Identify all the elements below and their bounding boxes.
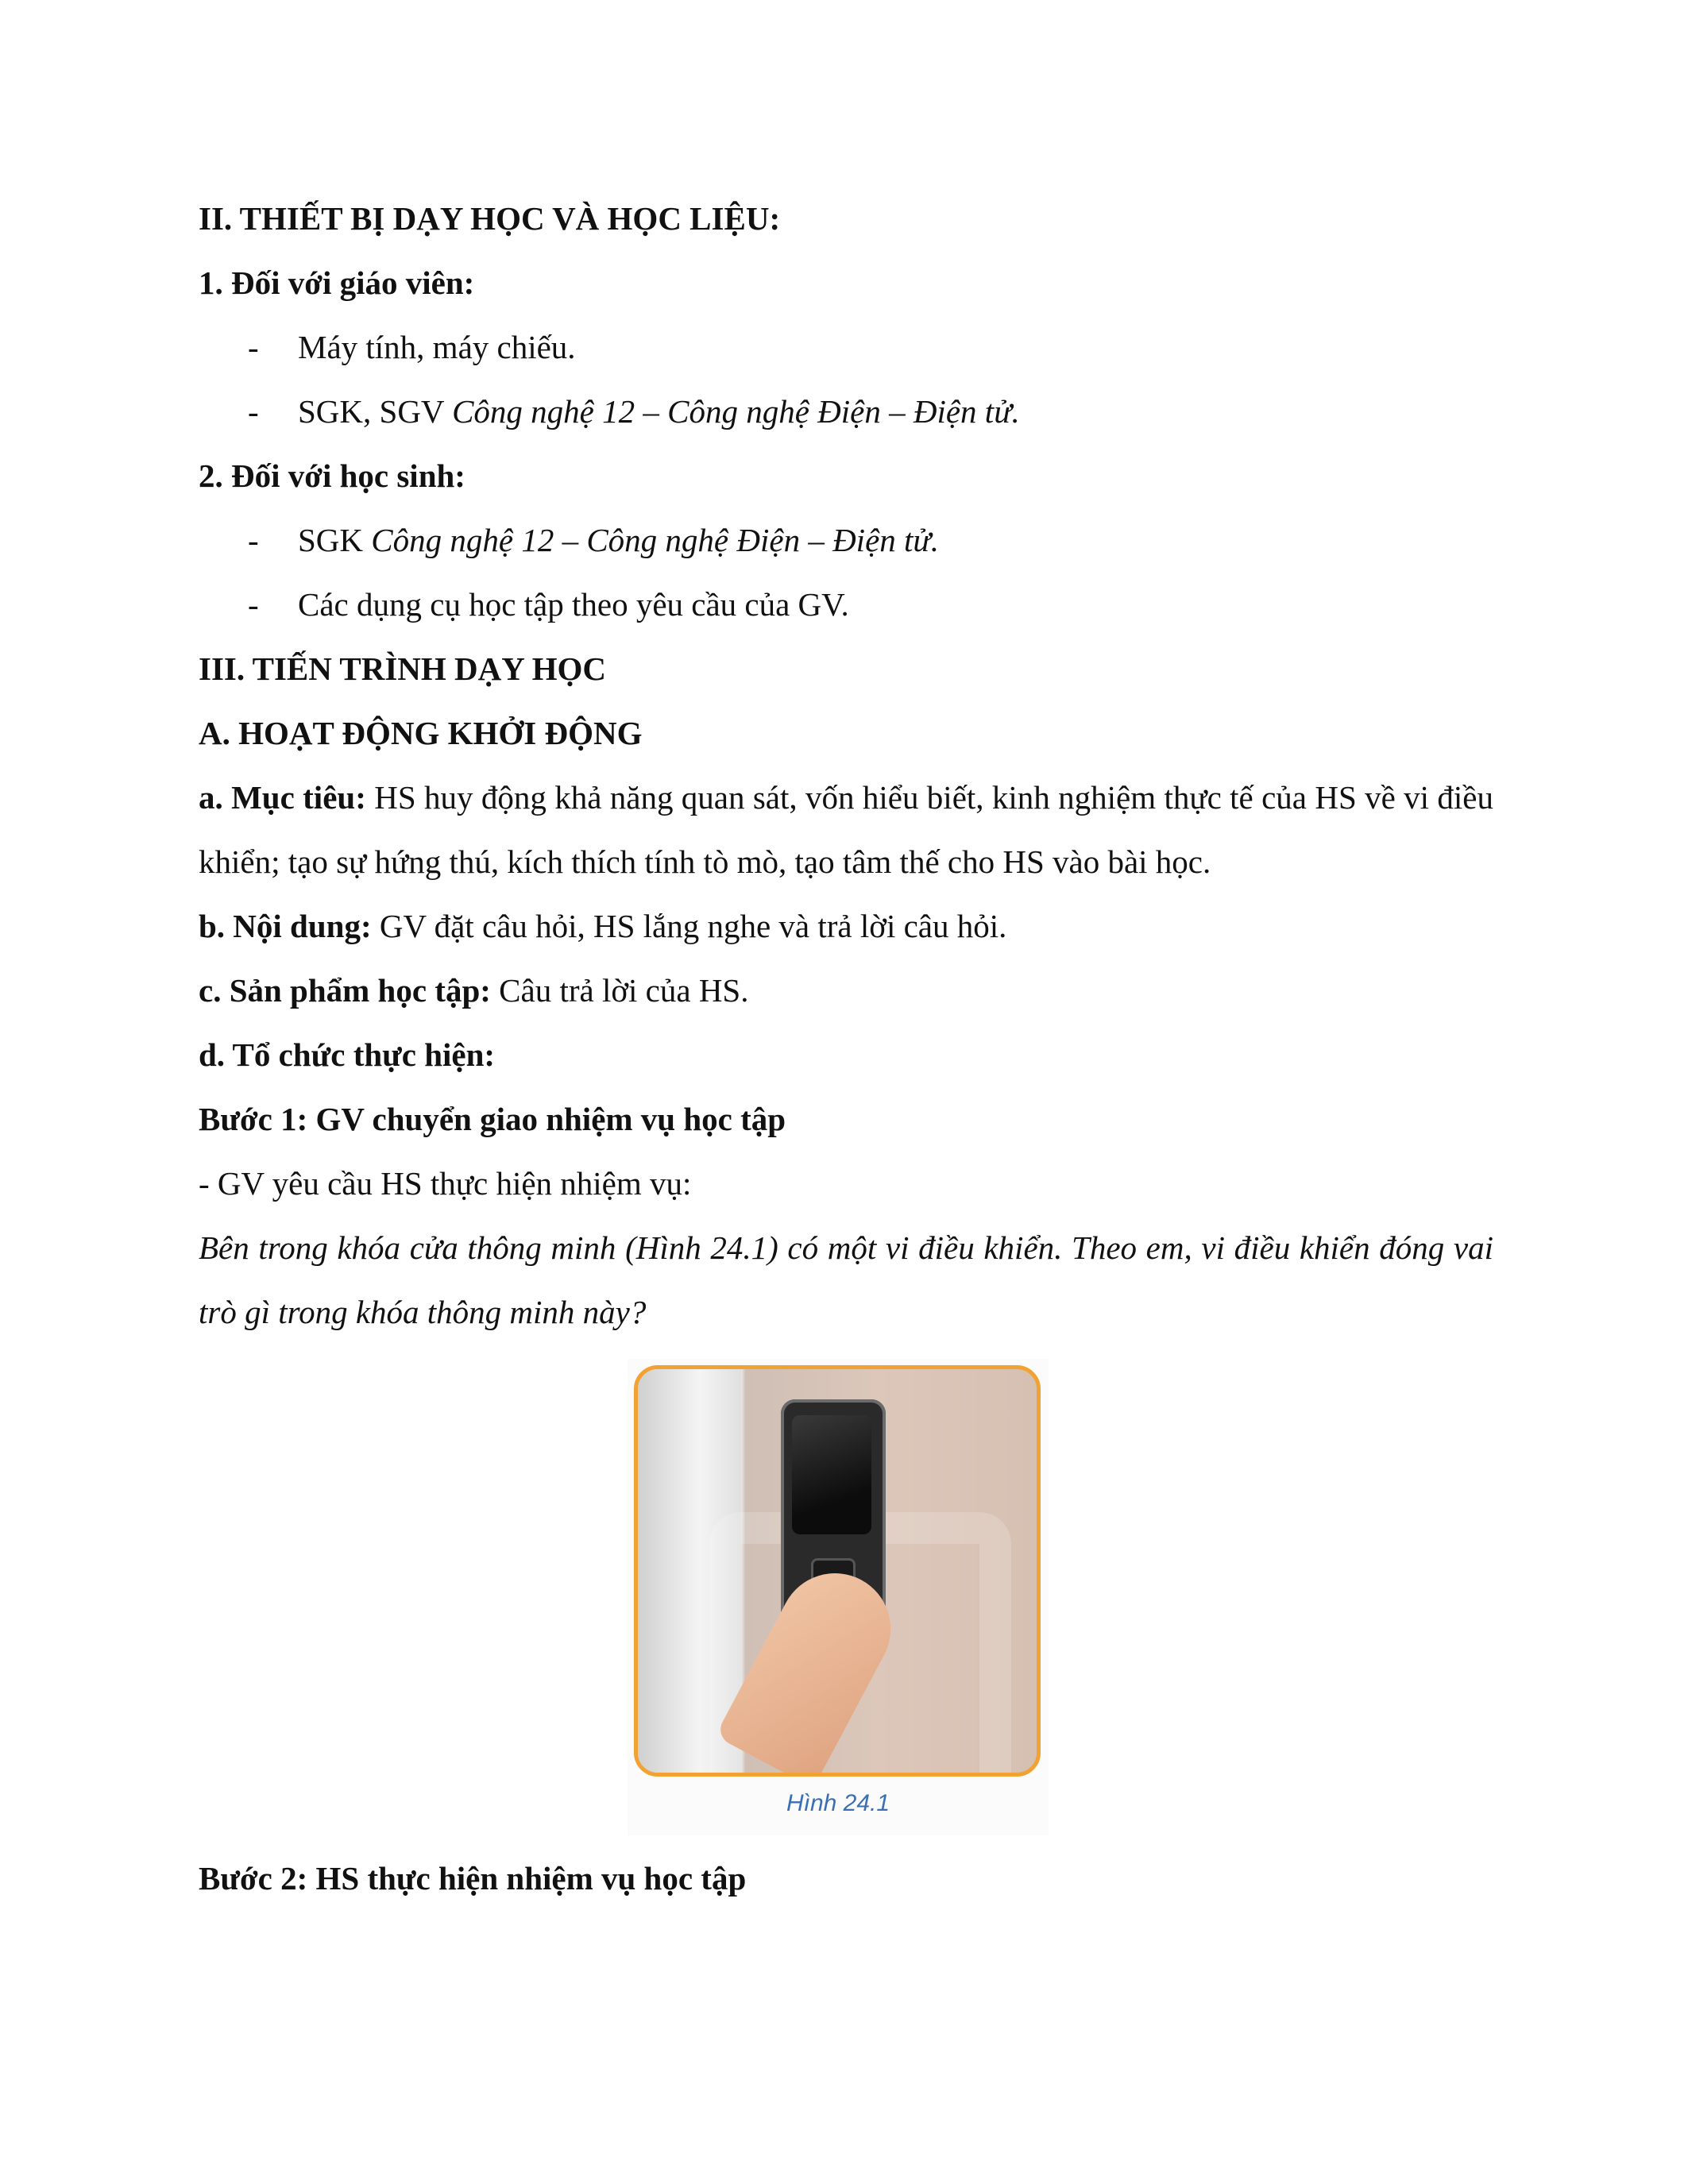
- bullet-dash: -: [248, 393, 259, 430]
- section-heading-equipment: II. THIẾT BỊ DẠY HỌC VÀ HỌC LIỆU:: [199, 200, 781, 237]
- lock-screen: [792, 1415, 871, 1534]
- part-a-heading: A. HOẠT ĐỘNG KHỞI ĐỘNG: [199, 715, 643, 751]
- list-item: - Máy tính, máy chiếu.: [199, 315, 1493, 380]
- product-paragraph: c. Sản phẩm học tập: Câu trả lời của HS.: [199, 972, 749, 1009]
- student-heading: 2. Đối với học sinh:: [199, 457, 465, 494]
- list-item: - SGK Công nghệ 12 – Công nghệ Điện – Điện tử.: [199, 508, 1493, 573]
- document-page: [199, 187, 1493, 1911]
- step-2-heading: Bước 2: HS thực hiện nhiệm vụ học tập: [199, 1860, 747, 1897]
- organize-heading: d. Tổ chức thực hiện:: [199, 1036, 496, 1073]
- list-item: - SGK, SGV Công nghệ 12 – Công nghệ Điện – Điện tử.: [199, 380, 1493, 444]
- bullet-dash: -: [248, 522, 259, 558]
- figure-caption: Hình 24.1: [786, 1790, 890, 1816]
- figure-smart-lock: [628, 1359, 1049, 1835]
- question-paragraph: Bên trong khóa cửa thông minh (Hình 24.1) có một vi điều khiển. Theo em, vi điều khiển đóng vai trò gì trong khóa thông minh này?: [199, 1229, 1493, 1330]
- content-paragraph: b. Nội dung: GV đặt câu hỏi, HS lắng nghe và trả lời câu hỏi.: [199, 908, 1007, 944]
- smart-lock-photo: [634, 1365, 1041, 1777]
- list-item: - Các dụng cụ học tập theo yêu cầu của GV.: [199, 573, 1493, 637]
- teacher-heading: 1. Đối với giáo viên:: [199, 264, 475, 301]
- step-1-text: - GV yêu cầu HS thực hiện nhiệm vụ:: [199, 1165, 692, 1202]
- section-heading-process: III. TIẾN TRÌNH DẠY HỌC: [199, 650, 607, 687]
- objective-paragraph: a. Mục tiêu: HS huy động khả năng quan sát, vốn hiểu biết, kinh nghiệm thực tế của HS về vi điều khiển; tạo sự hứng thú, kích thích tính tò mò, tạo tâm thế cho HS vào bài học.: [199, 779, 1493, 880]
- bullet-dash: -: [248, 329, 259, 365]
- step-1-heading: Bước 1: GV chuyển giao nhiệm vụ học tập: [199, 1101, 786, 1137]
- bullet-dash: -: [248, 586, 259, 623]
